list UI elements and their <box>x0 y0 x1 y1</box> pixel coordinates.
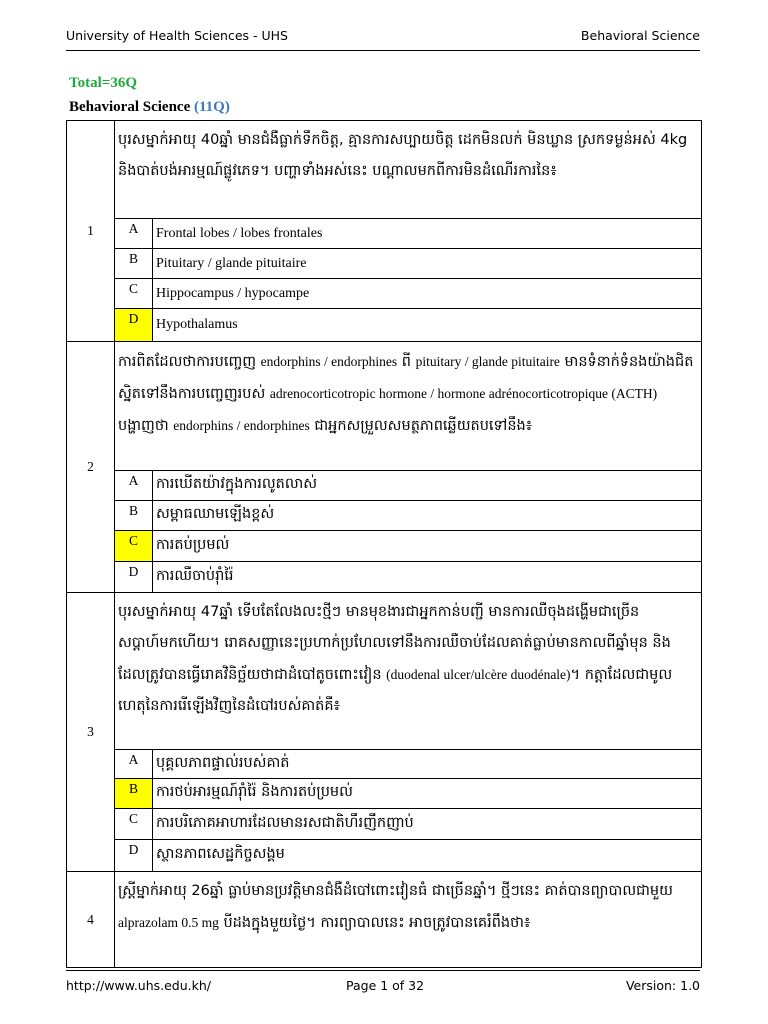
option-text: Pituitary / glande pituitaire <box>153 249 702 279</box>
question-text-part: ជាអ្នកសម្រួលសមត្ថភាពឆ្លើយតបទៅនឹង៖ <box>309 418 533 434</box>
correct-answer-letter: C <box>115 531 153 562</box>
question-text-part: endorphins / endorphines <box>173 418 310 433</box>
option-letter: A <box>115 471 153 501</box>
option-row <box>67 840 702 872</box>
option-row <box>67 562 702 593</box>
option-text: Hypothalamus <box>153 309 702 342</box>
questions-table <box>66 120 702 968</box>
option-text: សម្ពាធឈាមឡើងខ្ពស់ <box>153 501 702 531</box>
question-text-part: មានទំនាក់ទំនងយ៉ាងជិតស្និតទៅនឹងការបញ្ចេញរបស់ <box>118 354 694 402</box>
correct-answer-letter: D <box>115 309 153 342</box>
question-text-part: បីដងក្នុងមួយថ្ងៃ។ ការព្យាបាលនេះ អាចត្រូវបានគេរំពឹងថា៖ <box>218 915 531 931</box>
footer-rule <box>66 970 700 971</box>
option-letter: C <box>115 279 153 309</box>
question-number: 1 <box>67 121 115 342</box>
option-letter: C <box>115 809 153 840</box>
option-text: ការថប់អារម្មណ៍រ៉ាំរ៉ៃ និងការតប់ប្រមល់ <box>153 779 702 809</box>
option-text: ការឃើតយ៉ាវក្នុងការលូតលាស់ <box>153 471 702 501</box>
option-letter: A <box>115 219 153 249</box>
footer-url[interactable]: http://www.uhs.edu.kh/ <box>66 978 212 993</box>
option-row <box>67 750 702 779</box>
question-text-part: endorphins / endorphines <box>260 354 398 369</box>
question-text <box>115 342 702 471</box>
option-row <box>67 531 702 562</box>
question-row <box>67 342 702 471</box>
option-letter: D <box>115 562 153 593</box>
question-text-part: pituitary / glande pituitaire <box>415 354 560 369</box>
question-text-part: បង្ហាញថា <box>118 418 174 434</box>
option-row <box>67 249 702 279</box>
question-number: 2 <box>67 342 115 593</box>
option-text: ការឈឺចាប់រ៉ាំរ៉ៃ <box>153 562 702 593</box>
option-text: ស្ថានភាពសេដ្ឋកិច្ចសង្គម <box>153 840 702 872</box>
question-text: បុរសម្នាក់អាយុ 40ឆ្នាំ មានជំងឺធ្លាក់ទឹកចិត្ត, គ្មានការសប្បាយចិត្ត ដេកមិនលក់ មិនឃ្លាន ស្រកទម្ងន់អស់ 4kg និងបាត់បង់អារម្មណ៍ផ្លូវភេទ។ បញ្ហាទាំងអស់នេះ បណ្តាលមកពីការមិនដំណើរការនៃ៖ <box>115 121 702 219</box>
option-row <box>67 471 702 501</box>
section-title: Behavioral Science <box>69 99 191 115</box>
question-text <box>115 872 702 968</box>
option-row <box>67 279 702 309</box>
question-number: 3 <box>67 593 115 872</box>
footer-version: Version: 1.0 <box>625 978 700 993</box>
page-header <box>66 28 700 43</box>
header-subject: Behavioral Science <box>580 28 700 43</box>
option-text: ការបរិភោគអាហារដែលមានរសជាតិហឹរញឹកញាប់ <box>153 809 702 840</box>
question-text-part: ស្ត្រីម្នាក់អាយុ 26ឆ្នាំ ធ្លាប់មានប្រវត្តិមានជំងឺដំបៅពោះវៀនធំ ជាច្រើនឆ្នាំ។ ថ្មីៗនេះ គាត់បានព្យាបាលជាមួយ <box>118 883 673 899</box>
option-letter: D <box>115 840 153 872</box>
option-row <box>67 219 702 249</box>
option-text: ការតប់ប្រមល់ <box>153 531 702 562</box>
option-text: បុគ្គលភាពផ្ទាល់របស់គាត់ <box>153 750 702 779</box>
footer-page-number: Page 1 of 32 <box>346 978 425 993</box>
option-letter: B <box>115 501 153 531</box>
question-text-part: ។ កត្តាដែលជាមូលហេតុនៃការរើឡើងវិញនៃដំបៅរបស់គាត់គឺ៖ <box>118 667 673 714</box>
question-text-part: ការពិតដែលថាការបញ្ចេញ <box>118 354 261 370</box>
option-letter: B <box>115 249 153 279</box>
option-row <box>67 809 702 840</box>
question-text-part: adrenocorticotropic hormone / hormone adrénocorticotropique (ACTH) <box>269 386 658 401</box>
option-letter: A <box>115 750 153 779</box>
question-row <box>67 593 702 750</box>
section-count: (11Q) <box>193 99 230 115</box>
option-row <box>67 501 702 531</box>
header-institution: University of Health Sciences - UHS <box>66 28 288 43</box>
question-text <box>115 593 702 750</box>
correct-answer-letter: B <box>115 779 153 809</box>
option-text: Frontal lobes / lobes frontales <box>153 219 702 249</box>
header-rule <box>66 50 700 51</box>
option-row <box>67 779 702 809</box>
option-text: Hippocampus / hypocampe <box>153 279 702 309</box>
question-text-part: alprazolam 0.5 mg <box>118 915 219 930</box>
option-row <box>67 309 702 342</box>
question-row <box>67 121 702 219</box>
question-row <box>67 872 702 968</box>
question-text-part: (duodenal ulcer/ulcère duodénale) <box>386 667 571 682</box>
question-text-part: ពី <box>397 354 416 370</box>
question-text-part: បុរសម្នាក់អាយុ 47ឆ្នាំ ទើបតែលែងលះថ្មីៗ មានមុខងារជាអ្នកកាន់បញ្ជី មានការឈឺចុងដង្ហើមជាច្រើនសប្តាហ៍មកហើយ។ រោគសញ្ញានេះប្រហាក់ប្រហែលទៅនឹងការឈឺចាប់ដែលគាត់ធ្លាប់មានកាលពីឆ្នាំមុន និងដែលត្រូវបានធ្វើរោគវិនិច្ឆ័យថាជាដំបៅតូចពោះវៀន <box>118 604 671 683</box>
section-heading <box>69 99 230 116</box>
total-questions: Total=36Q <box>69 75 138 91</box>
question-number: 4 <box>67 872 115 968</box>
